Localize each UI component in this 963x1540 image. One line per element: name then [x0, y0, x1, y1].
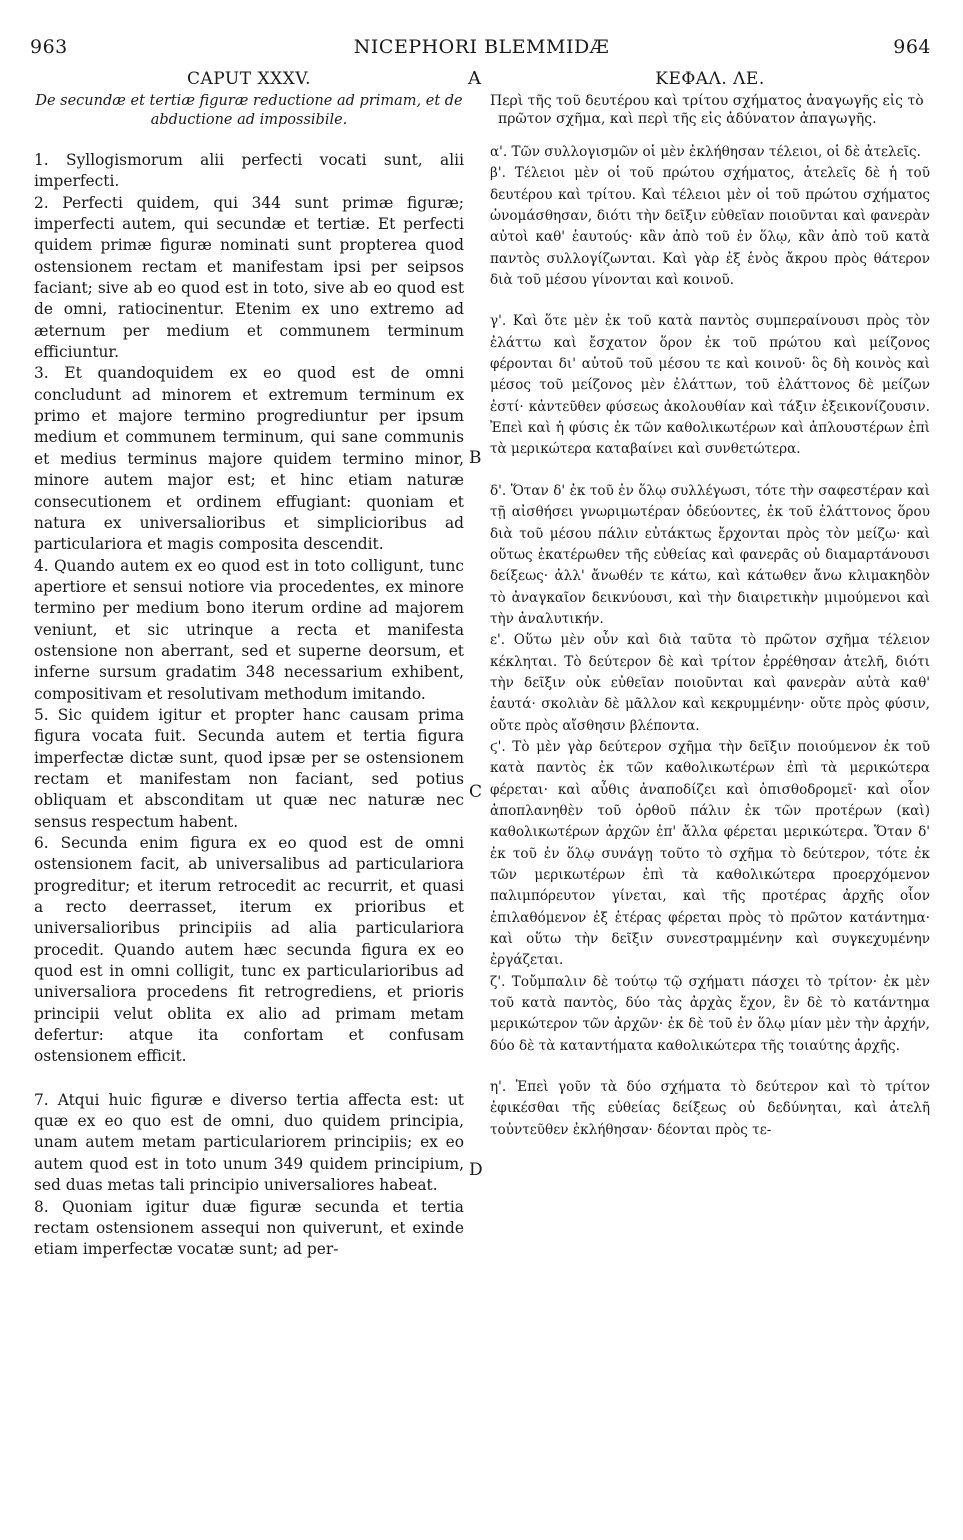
greek-paragraph: β'. Τέλειοι μὲν οἱ τοῦ πρώτου σχήματος, ἀτελεῖς δὲ ἡ τοῦ δευτέρου καὶ τρίτου. Καὶ τέλειοι μὲν οἱ τοῦ πρώτου σχήματος ὠνομάσθησαν, διότι τὴν δεῖξιν εὐθεῖαν ποιοῦνται καὶ φανερὰν αὐτοὶ καθ' ἑαυτούς· κἂν ἀπὸ τοῦ ἐν ὅλῳ, κἂν ἀπὸ τοῦ κατὰ παντὸς συλλογίζωνται. Καὶ γὰρ ἐξ ἑνὸς ἄκρου πρὸς θάτερον διὰ τοῦ μέσου γίνονται καὶ κοινοῦ.: [490, 165, 930, 289]
greek-paragraph: η'. Ἐπεὶ γοῦν τὰ δύο σχήματα τὸ δεύτερον καὶ τὸ τρίτον ἐφικέσθαι τῆς εὐθείας δείξεως οὐ δεδύνηται, καὶ ἀτελῆ τοὐντεῦθεν ἐκλήθησαν· δέονται πρὸς τε-: [490, 1079, 930, 1138]
latin-column: [34, 68, 464, 1261]
page-number-right: 964: [893, 36, 931, 58]
greek-paragraph: α'. Τῶν συλλογισμῶν οἱ μὲν ἐκλήθησαν τέλειοι, οἱ δὲ ἀτελεῖς.: [490, 144, 921, 160]
latin-paragraph: 7. Atqui huic figuræ e diverso tertia affecta est: ut quæ ex eo quo est de omni, duo quidem principia, unam autem metam particulariorem principiis; ex eo autem quod est in toto unum 349 quidem principium, sed duas metas tali principio universaliores habeat.: [34, 1090, 464, 1195]
latin-paragraph: 8. Quoniam igitur duæ figuræ secunda et tertia rectam ostensionem assequi non quiverunt, et exinde etiam imperfectæ vocatæ sunt; ad per-: [34, 1197, 464, 1259]
latin-paragraph: 4. Quando autem ex eo quod est in toto colligunt, tunc apertiore et sensui notiore via procedentes, ex minore termino per medium bono iterum ordine ad majorem veniunt, et sic utrinque a recta et manifesta ostensione non aberrant, sed et superne deorsum, et inferne sursum gradatim 348 necessarium exhibent, compositivam et resolutivam methodum imitando.: [34, 556, 464, 703]
greek-paragraph: ε'. Οὕτω μὲν οὖν καὶ διὰ ταῦτα τὸ πρῶτον σχῆμα τέλειον κέκληται. Τὸ δεύτερον δὲ καὶ τρίτον ἐρρέθησαν ἀτελῆ, διότι τὴν δεῖξιν οὐκ εὐθεῖαν ποιοῦνται καὶ φανερὰν αὐτὰ καθ' ἑαυτά· σκολιὰν δὲ μᾶλλον καὶ κεκρυμμένην· οὔτε πρὸς φύσιν, οὔτε πρὸς αἴσθησιν βλέποντα.: [490, 632, 930, 734]
greek-paragraph: ϛ'. Τὸ μὲν γὰρ δεύτερον σχῆμα τὴν δεῖξιν ποιούμενον ἐκ τοῦ κατὰ παντὸς ἐκ τῶν καθολικωτέρων ἐπὶ τὰ μερικώτερα φέρεται· καὶ αὖθις ἀναποδίζει καὶ ὀπισθοδρομεῖ· καὶ οἷον ἀποπλανηθὲν τοῦ ὀρθοῦ πάλιν ἐκ τῶν προτέρων (καὶ) καθολικωτέρων ἀρχῶν ἐπ' ἄλλα φέρεται μερικώτερα. Ὅταν δ' ἐκ τοῦ ἐν ὅλῳ συνάγῃ τοῦτο τὸ σχῆμα τὸ δεύτερον, τότε ἐκ τῶν μερικωτέρων ἐπὶ τὰ καθολικώτερα προερχόμενον παλιμπόρευτον γίνεται, καὶ τῆς προτέρας ἀρχῆς οἷον ἐπιλαθόμενον ἐξ ἑτέρας φέρεται πρὸς τὸ πρῶτον κατάντημα· καὶ οὕτω τὴν δεῖξιν συνεστραμμένην καὶ συγκεχυμένην ἐργάζεται.: [490, 738, 930, 969]
greek-paragraph: δ'. Ὅταν δ' ἐκ τοῦ ἐν ὅλῳ συλλέγωσι, τότε τὴν σαφεστέραν καὶ τῇ αἰσθήσει γνωριμωτέραν ὁδεύοντες, ἐκ τοῦ ἐλάττονος ὅρου διὰ τοῦ μέσου πάλιν εὐτάκτως ἔρχονται πρὸς τὸν μείζω· καὶ οὕτως ἑκατέρωθεν τῆς εὐθείας καὶ φανερᾶς οὐ διαμαρτάνουσι δείξεως· ἀλλ' ἄνωθέν τε κάτω, καὶ κάτωθεν ἄνω κλιμακηδὸν τὸ ἀναγκαῖον δεικνύουσι, καὶ τὴν διαιρετικὴν μιμούμενοι καὶ τὴν ἀναλυτικήν.: [490, 482, 930, 627]
latin-paragraph: 2. Perfecti quidem, qui 344 sunt primæ figuræ; imperfecti autem, qui secundæ et tertiæ. Et perfecti quidem primæ figuræ nominati sunt propterea quod ostensionem rectam et manifestam ipsi per seipsos faciant; sive ab eo quod est in toto, sive ab eo quod est de omni, ratiocinentur. Etenim ex uno extremo ad æternum per medium et communem terminum efficiuntur.: [34, 193, 464, 362]
greek-paragraph: γ'. Καὶ ὅτε μὲν ἐκ τοῦ κατὰ παντὸς συμπεραίνουσι πρὸς τὸν ἐλάττω καὶ ἔσχατον ὅρον ἐκ τοῦ πρώτου καὶ μείζονος φέρονται δι' αὐτοῦ τοῦ μέσου τε καὶ κοινοῦ· ὃς δὴ κοινὸς καὶ μέσος τοῦ μείζονος μὲν ἐλάττων, τοῦ ἐλάττονος δὲ μείζων ἐστί· κἀντεῦθεν φύσεως ἀκολουθίαν καὶ τάξιν ἐξεικονίζουσιν. Ἐπεὶ καὶ ἡ φύσις ἐκ τῶν καθολικωτέρων καὶ ἁπλουστέρων ἐπὶ τὰ μερικώτερα καταβαίνει καὶ συνθετώτερα.: [490, 313, 930, 458]
page-number-left: 963: [30, 36, 68, 58]
latin-paragraph: 3. Et quandoquidem ex eo quod est de omni concludunt ad minorem et extremum terminum ex primo et majore termino progrediuntur per ipsum medium et communem terminum, qui sane communis et medius terminus majore quidem termino minor, minore autem major est; et hinc etiam naturæ consecutionem et ordinem effugiant: quoniam et natura ex universalioribus et simplicioribus ad particulariora et magis composita descendit.: [34, 364, 464, 554]
greek-column: [490, 68, 930, 1141]
latin-paragraph: 1. Syllogismorum alii perfecti vocati sunt, alii imperfecti.: [34, 151, 464, 191]
greek-chapter-heading: ΚΕΦΑΛ. ΛΕ.: [655, 69, 765, 89]
greek-paragraph: ζ'. Τοὔμπαλιν δὲ τούτῳ τῷ σχήματι πάσχει τὸ τρίτον· ἐκ μὲν τοῦ κατὰ παντὸς, δύο τὰς ἀρχὰς ἔχον, ἓν δὲ τὸ κατάντημα μερικώτερον τῶν ἀρχῶν· ἐκ δὲ τοῦ ἐν ὅλῳ μίαν μὲν τὴν ἀρχήν, δύο δὲ τὰ καταντήματα καθολικώτερα τῆς τοιαύτης ἀρχῆς.: [490, 973, 930, 1054]
latin-paragraph: 6. Secunda enim figura ex eo quod est de omni ostensionem facit, ab universalibus ad particulariora progreditur; et iterum retrocedit ac recurrit, et quasi a recto deerrasset, iterum ex prioribus et universalioribus principiis ad alia particulariora procedit. Quando autem hæc secunda figura ex eo quod est in omni colligit, tunc ex particularioribus ad universaliora procedens fit retrogrediens, et prioris principii velut oblita ex alio ad primam metam defertur: atque ita confortam et confusam ostensionem efficit.: [34, 834, 464, 1066]
margin-letter-b: B: [469, 448, 482, 468]
margin-letter-a: A: [468, 68, 481, 89]
latin-chapter-subtitle: De secundæ et tertiæ figuræ reductione ad primam, et de abductione ad impossibile.: [35, 93, 463, 128]
greek-chapter-subtitle: Περὶ τῆς τοῦ δευτέρου καὶ τρίτου σχήματος ἀναγωγῆς εἰς τὸ πρῶτον σχῆμα, καὶ περὶ τῆς εἰς ἀδύνατον ἀπαγωγῆς.: [490, 93, 924, 127]
latin-paragraph: 5. Sic quidem igitur et propter hanc causam prima figura vocata fuit. Secunda autem et tertia figura imperfectæ dictæ sunt, quod ipsæ per se ostensionem rectam et manifestam non faciant, sed potius obliquam et absconditam ut quæ nec naturæ nec sensus respectum habent.: [34, 705, 464, 831]
running-title: NICEPHORI BLEMMIDÆ: [353, 36, 610, 58]
margin-letter-c: C: [469, 782, 483, 802]
margin-letter-d: D: [469, 1160, 483, 1180]
latin-chapter-heading: CAPUT XXXV.: [186, 69, 311, 89]
